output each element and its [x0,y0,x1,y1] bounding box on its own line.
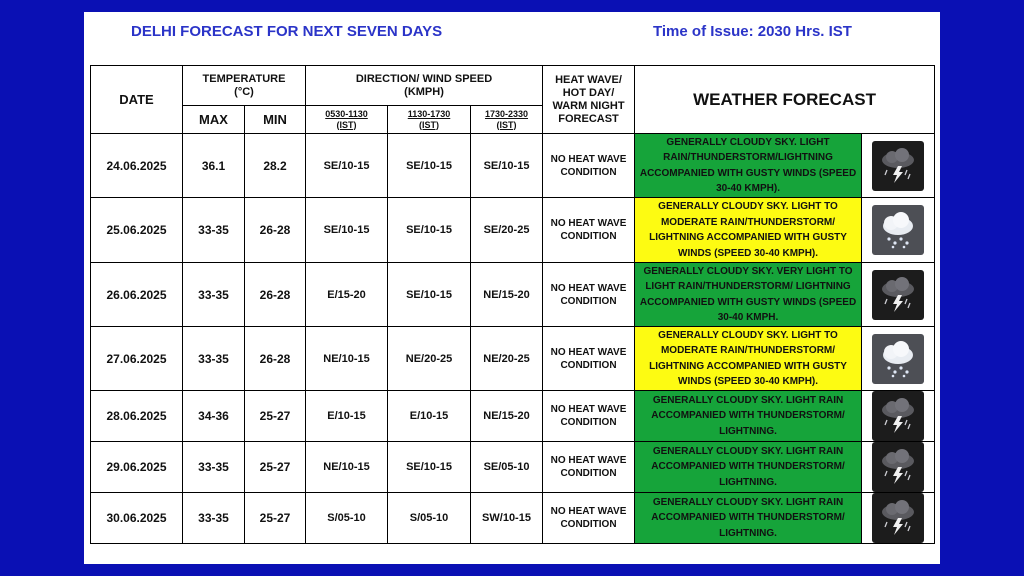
min-header: MIN [245,106,306,134]
wind-slot2-cell: S/05-10 [388,493,471,544]
forecast-text-cell: GENERALLY CLOUDY SKY. LIGHT RAIN ACCOMPANIED WITH THUNDERSTORM/ LIGHTNING. [635,442,862,493]
heatwave-text: CONDITION [560,519,617,530]
wind-slot2-cell: NE/20-25 [388,327,471,391]
table-row [91,263,935,327]
heatwave-cell [543,327,635,391]
wind-slot3-cell: NE/20-25 [471,327,543,391]
forecast-icon-cell [862,327,935,391]
slot2-label: 1130-1730 [407,108,451,119]
date-cell: 26.06.2025 [91,263,183,327]
wind-slot1-cell: E/15-20 [306,263,388,327]
table-row [91,391,935,442]
wind-slot2-cell: SE/10-15 [388,263,471,327]
min-temp-cell: 25-27 [245,442,306,493]
max-temp-cell: 33-35 [183,263,245,327]
slot1-unit: (IST) [336,119,357,130]
wind-slot3-cell: NE/15-20 [471,391,543,442]
heatwave-header [543,66,635,134]
forecast-text-cell: GENERALLY CLOUDY SKY. LIGHT TO MODERATE RAIN/THUNDERSTORM/ LIGHTNING ACCOMPANIED WITH GUSTY WINDS (SPEED 30-40 KMPH). [635,198,862,263]
rain-cloud-icon [872,205,924,255]
heatwave-cell [543,493,635,544]
heatwave-text: NO HEAT WAVE [550,346,627,358]
forecast-icon-cell [862,391,935,442]
forecast-text-cell: GENERALLY CLOUDY SKY. LIGHT RAIN ACCOMPANIED WITH THUNDERSTORM/ LIGHTNING. [635,391,862,442]
heatwave-text: CONDITION [560,417,617,428]
wind-header [306,66,543,106]
forecast-text-cell: GENERALLY CLOUDY SKY. LIGHT RAIN ACCOMPANIED WITH THUNDERSTORM/ LIGHTNING. [635,493,862,544]
wind-label: DIRECTION/ WIND SPEED [355,72,493,85]
forecast-icon-cell [862,263,935,327]
temperature-header [183,66,306,106]
max-header: MAX [183,106,245,134]
table-row [91,327,935,391]
slot3-label: 1730-2330 [484,108,529,119]
date-cell: 25.06.2025 [91,198,183,263]
forecast-icon-cell [862,198,935,263]
heatwave-label-1: HEAT WAVE/ [555,73,622,86]
date-cell: 30.06.2025 [91,493,183,544]
slot3-header [471,106,543,134]
min-temp-cell: 26-28 [245,263,306,327]
forecast-text-cell: GENERALLY CLOUDY SKY. LIGHT RAIN/THUNDERSTORM/LIGHTNING ACCOMPANIED WITH GUSTY WINDS (SPEED 30-40 KMPH). [635,134,862,198]
table-row [91,134,935,198]
wind-slot2-cell: E/10-15 [388,391,471,442]
thunderstorm-icon [872,141,924,191]
slot3-unit: (IST) [496,119,517,130]
wind-slot1-cell: S/05-10 [306,493,388,544]
wind-slot1-cell: E/10-15 [306,391,388,442]
slot1-label: 0530-1130 [325,108,368,119]
rain-cloud-icon [872,334,924,384]
heatwave-cell [543,198,635,263]
heatwave-cell [543,263,635,327]
heatwave-text: CONDITION [560,231,617,242]
min-temp-cell: 26-28 [245,327,306,391]
issue-time: Time of Issue: 2030 Hrs. IST [653,23,852,40]
heatwave-label-3: WARM NIGHT [552,99,625,112]
thunderstorm-icon [872,391,924,441]
date-cell: 29.06.2025 [91,442,183,493]
table-row [91,442,935,493]
heatwave-text: CONDITION [560,359,617,371]
forecast-text-cell: GENERALLY CLOUDY SKY. VERY LIGHT TO LIGHT RAIN/THUNDERSTORM/ LIGHTNING ACCOMPANIED WITH GUSTY WINDS (SPEED 30-40 KMPH. [635,263,862,327]
forecast-icon-cell [862,134,935,198]
heatwave-text: NO HEAT WAVE [550,218,627,229]
weather-forecast-header: WEATHER FORECAST [635,66,935,134]
heatwave-cell [543,442,635,493]
forecast-sheet [84,12,940,564]
heatwave-cell [543,391,635,442]
forecast-table [90,65,935,544]
wind-slot1-cell: SE/10-15 [306,134,388,198]
min-temp-cell: 25-27 [245,493,306,544]
date-cell: 24.06.2025 [91,134,183,198]
table-row [91,198,935,263]
heatwave-text: NO HEAT WAVE [550,153,627,165]
max-temp-cell: 33-35 [183,442,245,493]
thunderstorm-icon [872,493,924,543]
max-temp-cell: 36.1 [183,134,245,198]
wind-slot3-cell: SE/05-10 [471,442,543,493]
wind-slot3-cell: NE/15-20 [471,263,543,327]
max-temp-cell: 33-35 [183,493,245,544]
max-temp-cell: 33-35 [183,327,245,391]
heatwave-text: CONDITION [560,468,617,479]
wind-slot2-cell: SE/10-15 [388,134,471,198]
heatwave-label-2: HOT DAY/ [562,86,615,99]
forecast-text-cell: GENERALLY CLOUDY SKY. LIGHT TO MODERATE RAIN/THUNDERSTORM/ LIGHTNING ACCOMPANIED WITH GUSTY WINDS (SPEED 30-40 KMPH). [635,327,862,391]
thunderstorm-icon [872,270,924,320]
wind-slot3-cell: SE/10-15 [471,134,543,198]
wind-slot1-cell: NE/10-15 [306,442,388,493]
max-temp-cell: 33-35 [183,198,245,263]
wind-slot1-cell: SE/10-15 [306,198,388,263]
temperature-unit: (°C) [234,85,254,98]
forecast-icon-cell [862,442,935,493]
wind-slot2-cell: SE/10-15 [388,198,471,263]
wind-slot1-cell: NE/10-15 [306,327,388,391]
heatwave-cell [543,134,635,198]
min-temp-cell: 28.2 [245,134,306,198]
wind-unit: (KMPH) [404,85,444,98]
slot1-header [306,106,388,134]
heatwave-text: CONDITION [560,166,617,178]
slot2-header [388,106,471,134]
wind-slot3-cell: SE/20-25 [471,198,543,263]
heatwave-text: NO HEAT WAVE [550,404,627,415]
heatwave-label-4: FORECAST [558,112,619,125]
min-temp-cell: 26-28 [245,198,306,263]
forecast-icon-cell [862,493,935,544]
date-cell: 27.06.2025 [91,327,183,391]
thunderstorm-icon [872,442,924,492]
heatwave-text: NO HEAT WAVE [550,506,627,517]
heatwave-text: NO HEAT WAVE [550,282,627,294]
heatwave-text: CONDITION [560,295,617,307]
slot2-unit: (IST) [419,119,440,130]
date-header: DATE [91,66,183,134]
date-cell: 28.06.2025 [91,391,183,442]
page-title: DELHI FORECAST FOR NEXT SEVEN DAYS [131,23,443,40]
table-row [91,493,935,544]
wind-slot2-cell: SE/10-15 [388,442,471,493]
heatwave-text: NO HEAT WAVE [550,455,627,466]
wind-slot3-cell: SW/10-15 [471,493,543,544]
temperature-label: TEMPERATURE [202,72,286,85]
min-temp-cell: 25-27 [245,391,306,442]
max-temp-cell: 34-36 [183,391,245,442]
